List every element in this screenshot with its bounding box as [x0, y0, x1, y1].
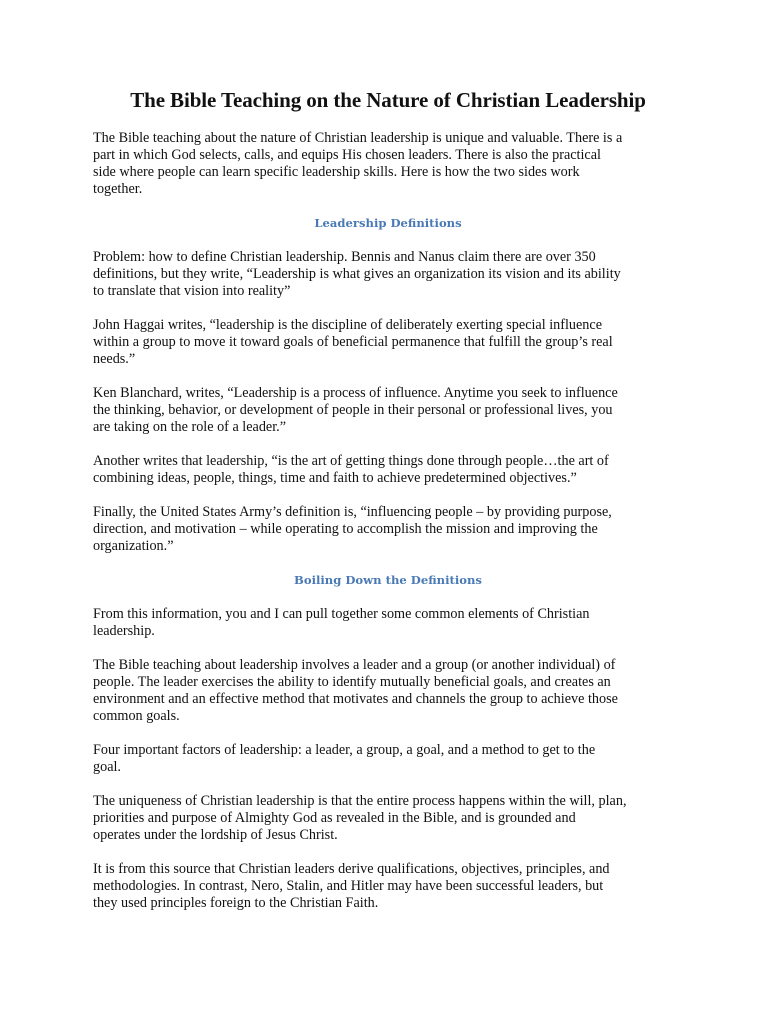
paragraph-blanchard: Ken Blanchard, writes, “Leadership is a process of influence. Anytime you seek to influence the thinking, behavior, or development of people in their personal or professional lives, you are taking on the role of a leader.”	[93, 385, 618, 435]
paragraph-army: Finally, the United States Army’s definition is, “influencing people – by providing purpose, direction, and motivation – while operating to accomplish the mission and improving the organization.”	[93, 504, 612, 554]
paragraph-another: Another writes that leadership, “is the art of getting things done through people…the art of combining ideas, people, things, time and faith to achieve predetermined objectives.”	[93, 453, 609, 486]
intro-paragraph: The Bible teaching about the nature of Christian leadership is unique and valuable. There is a part in which God selects, calls, and equips His chosen leaders. There is also the practical side where people can learn specific leadership skills. Here is how the two sides work together.	[93, 130, 623, 197]
paragraph-source: It is from this source that Christian leaders derive qualifications, objectives, principles, and methodologies. In contrast, Nero, Stalin, and Hitler may have been successful leaders, but they used principles foreign to the Christian Faith.	[93, 861, 610, 911]
paragraph-four-factors: Four important factors of leadership: a leader, a group, a goal, and a method to get to the goal.	[93, 742, 596, 775]
paragraph-common-elements: From this information, you and I can pull together some common elements of Christian leadership.	[93, 606, 590, 639]
document-page	[93, 88, 683, 929]
section-heading-boiling-down: Boiling Down the Definitions	[294, 573, 482, 587]
section-heading-definitions: Leadership Definitions	[314, 216, 462, 230]
paragraph-haggai: John Haggai writes, “leadership is the discipline of deliberately exerting special influence within a group to move it toward goals of beneficial permanence that fulfill the group’s real needs.”	[93, 317, 613, 367]
paragraph-uniqueness: The uniqueness of Christian leadership is that the entire process happens within the will, plan, priorities and purpose of Almighty God as revealed in the Bible, and is grounded and operates under the lordship of Jesus Christ.	[93, 793, 627, 843]
paragraph-leader-group: The Bible teaching about leadership involves a leader and a group (or another individual) of people. The leader exercises the ability to identify mutually beneficial goals, and creates an environment and an effective method that motivates and channels the group to achieve those common goals.	[93, 657, 618, 724]
paragraph-bennis-nanus: Problem: how to define Christian leadership. Bennis and Nanus claim there are over 350 definitions, but they write, “Leadership is what gives an organization its vision and its ability to translate that vision into reality”	[93, 249, 621, 299]
document-title: The Bible Teaching on the Nature of Christian Leadership	[130, 88, 646, 112]
